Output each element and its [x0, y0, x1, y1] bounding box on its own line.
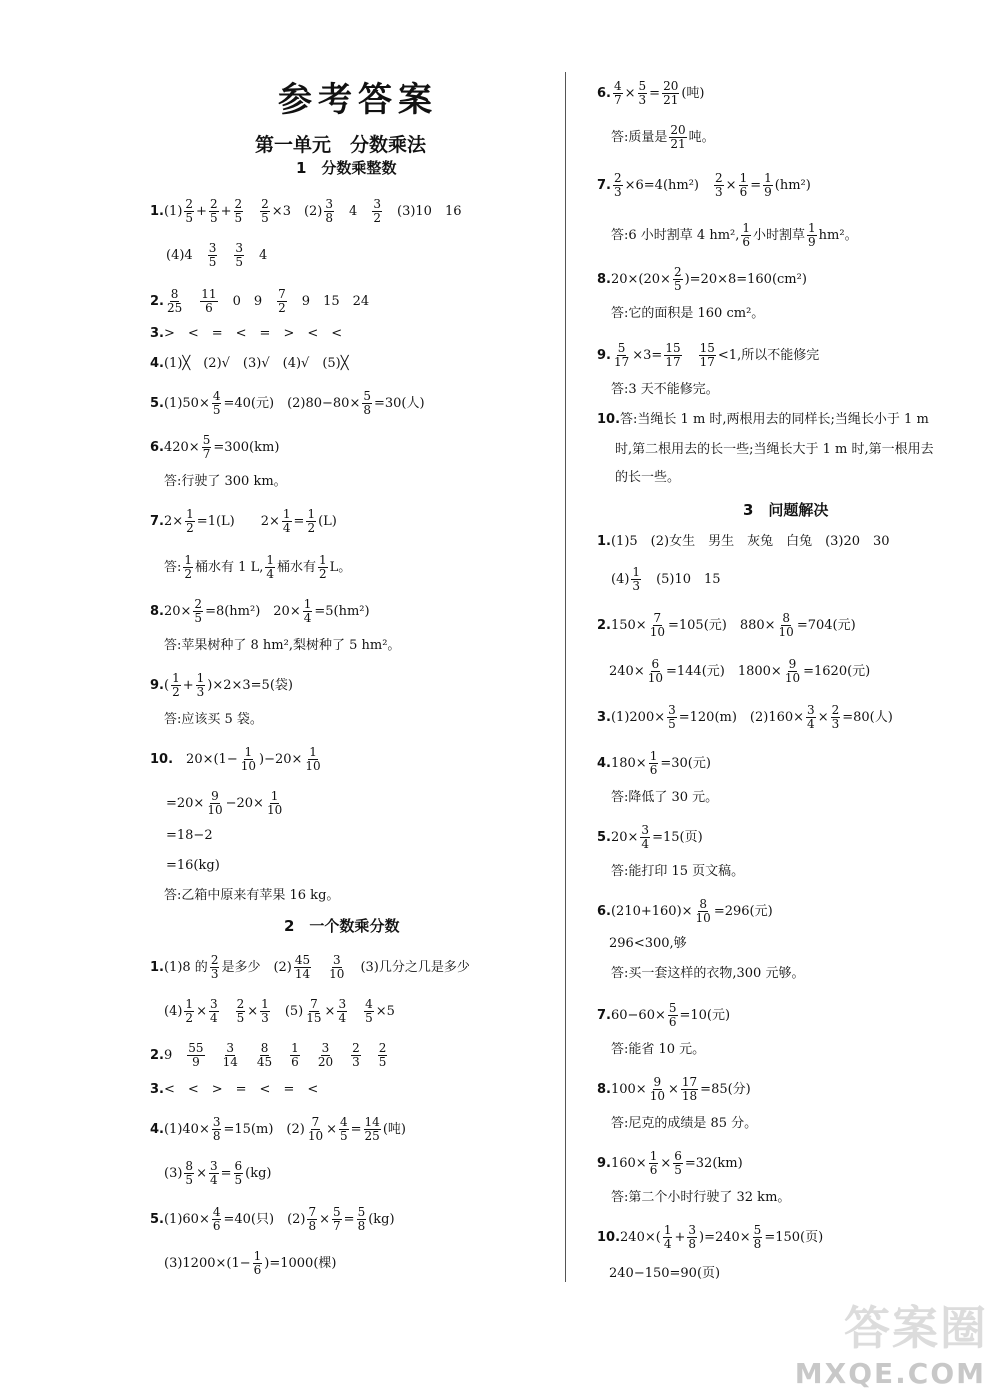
answer-line: 7.2× $\frac{1}{2}$ =1(L) 2× $\frac{1}{4}$ = $\frac{1}{2}$ (L) — [150, 507, 337, 535]
unit-heading: 第一单元 分数乘法 — [255, 134, 427, 156]
answer-line: 1.(1)5 (2)女生 男生 灰兔 白兔 (3)20 30 — [597, 534, 890, 549]
answer-line: 8.20× $\frac{2}{5}$ =8(hm²) 20× $\frac{1}{4}$ =5(hm²) — [150, 597, 370, 625]
answer-text: 答:降低了 30 元。 — [611, 790, 719, 805]
answer-text: 答:尼克的成绩是 85 分。 — [611, 1116, 758, 1131]
section-heading-3: 3 问题解决 — [743, 501, 829, 519]
answer-line: =20× $\frac{9}{10}$ −20× $\frac{1}{10}$ — [166, 789, 283, 817]
answer-line: 6.420× $\frac{5}{7}$ =300(km) — [150, 433, 280, 461]
answer-line: 8.20×(20× $\frac{2}{5}$ )=20×8=160(cm²) — [597, 265, 807, 293]
answer-line: 8.100× $\frac{9}{10}$ × $\frac{17}{18}$ =85(分) — [597, 1075, 751, 1103]
answer-text: 答:乙箱中原来有苹果 16 kg。 — [164, 888, 340, 903]
answer-text: 答:3 天不能修完。 — [611, 382, 719, 397]
answer-line: 6.(210+160)× $\frac{8}{10}$ =296(元) — [597, 897, 773, 925]
answer-text: 答:买一套这样的衣物,300 元够。 — [611, 966, 805, 981]
section-heading-1: 1 分数乘整数 — [296, 159, 397, 177]
watermark-url: MXQE.COM — [794, 1357, 986, 1390]
answer-line: 10.答:当绳长 1 m 时,两根用去的同样长;当绳长小于 1 m — [597, 412, 929, 427]
answer-line: 3.(1)200× $\frac{3}{5}$ =120(m) (2)160× $\frac{3}{4}$ × $\frac{2}{3}$ =80(人) — [597, 703, 893, 731]
answer-text: =16(kg) — [166, 858, 220, 873]
answer-text: 的长一些。 — [615, 470, 681, 485]
answer-text: 240−150=90(页) — [609, 1266, 721, 1281]
answer-line: 1.(1)8 的 $\frac{2}{3}$ 是多少 (2) $\frac{45}{14}$ $\frac{3}{10}$ (3)几分之几是多少 — [150, 953, 470, 981]
answer-line: 2.150× $\frac{7}{10}$ =105(元) 880× $\frac{8}{10}$ =704(元) — [597, 611, 856, 639]
answer-line: 2. $\frac{8}{25}$ $\frac{11}{6}$ 0 9 $\frac{7}{2}$ 9 15 24 — [150, 287, 370, 315]
answer-text: 答:第二个小时行驶了 32 km。 — [611, 1190, 791, 1205]
answer-line: 4.180× $\frac{1}{6}$ =30(元) — [597, 749, 711, 777]
answer-line: 3.< < > = < = < — [150, 1082, 319, 1097]
answer-line: 240× $\frac{6}{10}$ =144(元) 1800× $\frac{9}{10}$ =1620(元) — [609, 657, 871, 685]
answer-text: 答:能打印 15 页文稿。 — [611, 864, 745, 879]
answer-line: 7.60−60× $\frac{5}{6}$ =10(元) — [597, 1001, 731, 1029]
answer-line: 5.(1)60× $\frac{4}{6}$ =40(只) (2) $\frac{7}{8}$ × $\frac{5}{7}$ = $\frac{5}{8}$ (kg) — [150, 1205, 395, 1233]
answer-line: 1.(1) $\frac{2}{5}$ + $\frac{2}{5}$ + $\frac{2}{5}$ $\frac{2}{5}$ ×3 (2) $\frac{3}{8}$ 4 $\frac{3}{2}$ (3)10 16 — [150, 197, 462, 225]
answer-line: 5.(1)50× $\frac{4}{5}$ =40(元) (2)80−80× $\frac{5}{8}$ =30(人) — [150, 389, 425, 417]
answer-line: 答:6 小时割草 4 hm², $\frac{1}{6}$ 小时割草 $\frac{1}{9}$ hm²。 — [611, 221, 858, 249]
answer-line: 10.240×( $\frac{1}{4}$ + $\frac{3}{8}$ )=240× $\frac{5}{8}$ =150(页) — [597, 1223, 824, 1251]
answer-line: 3.> < = < = > < < — [150, 326, 343, 341]
section-heading-2: 2 一个数乘分数 — [284, 917, 400, 935]
answer-text: 答:行驶了 300 km。 — [164, 474, 287, 489]
answer-line: 6. $\frac{4}{7}$ × $\frac{5}{3}$ = $\frac{20}{21}$ (吨) — [597, 79, 705, 107]
answer-text: =18−2 — [166, 828, 213, 843]
answer-line: 答: $\frac{1}{2}$ 桶水有 1 L, $\frac{1}{4}$ 桶水有 $\frac{1}{2}$ L。 — [164, 553, 352, 581]
answer-line: 9.160× $\frac{1}{6}$ × $\frac{6}{5}$ =32(km) — [597, 1149, 743, 1177]
answer-text: 答:应该买 5 袋。 — [164, 712, 263, 727]
answer-line: 答:质量是 $\frac{20}{21}$ 吨。 — [611, 123, 715, 151]
answer-line: 4.(1)╳ (2)√ (3)√ (4)√ (5)╳ — [150, 356, 349, 371]
answer-text: 296<300,够 — [609, 936, 687, 951]
answer-line: 2.9 $\frac{55}{9}$ $\frac{3}{14}$ $\frac{8}{45}$ $\frac{1}{6}$ $\frac{3}{20}$ $\frac{2}{3}$ $\frac{2}{5}$ — [150, 1041, 387, 1069]
column-divider — [565, 72, 566, 1282]
answer-line: 5.20× $\frac{3}{4}$ =15(页) — [597, 823, 703, 851]
answer-line: 7. $\frac{2}{3}$ ×6=4(hm²) $\frac{2}{3}$ × $\frac{1}{6}$ = $\frac{1}{9}$ (hm²) — [597, 171, 811, 199]
answer-line: 9. $\frac{5}{17}$ ×3= $\frac{15}{17}$ $\frac{15}{17}$ <1,所以不能修完 — [597, 341, 820, 369]
answer-line: (4) $\frac{1}{3}$ (5)10 15 — [611, 565, 721, 593]
answer-line: (4)4 $\frac{3}{5}$ $\frac{3}{5}$ 4 — [166, 241, 268, 269]
page-title: 参考答案 — [278, 80, 438, 120]
answer-text: 时,第二根用去的长一些;当绳长大于 1 m 时,第一根用去 — [615, 442, 934, 457]
answer-line: 4.(1)40× $\frac{3}{8}$ =15(m) (2) $\frac{7}{10}$ × $\frac{4}{5}$ = $\frac{14}{25}$ (吨) — [150, 1115, 406, 1143]
answer-line: (3) $\frac{8}{5}$ × $\frac{3}{4}$ = $\frac{6}{5}$ (kg) — [164, 1159, 272, 1187]
watermark-cn: 答案圈 — [844, 1301, 988, 1355]
answer-text: 答:能省 10 元。 — [611, 1042, 706, 1057]
answer-line: (3)1200×(1− $\frac{1}{6}$ )=1000(棵) — [164, 1249, 337, 1277]
answer-line: 9.( $\frac{1}{2}$ + $\frac{1}{3}$ )×2×3=5(袋) — [150, 671, 293, 699]
answer-text: 答:它的面积是 160 cm²。 — [611, 306, 765, 321]
answer-line: (4) $\frac{1}{2}$ × $\frac{3}{4}$ $\frac{2}{5}$ × $\frac{1}{3}$ (5) $\frac{7}{15}$ × $\frac{3}{4}$ $\frac{4}{5}$ ×5 — [164, 997, 395, 1025]
answer-line: 10. 20×(1− $\frac{1}{10}$ )−20× $\frac{1}{10}$ — [150, 745, 321, 773]
answer-text: 答:苹果树种了 8 hm²,梨树种了 5 hm²。 — [164, 638, 401, 653]
